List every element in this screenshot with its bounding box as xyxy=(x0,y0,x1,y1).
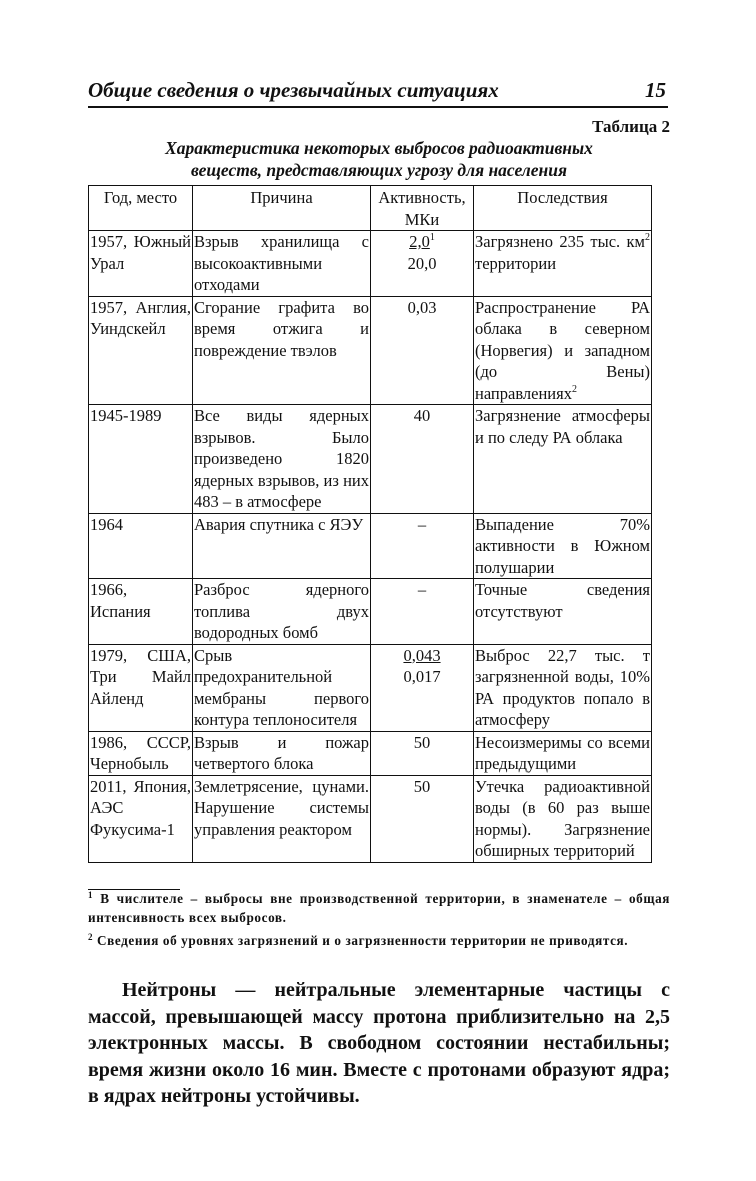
cell-cause: Срыв предохранительной мембраны первого контура теплоносителя xyxy=(194,645,369,729)
table-row xyxy=(89,405,652,514)
activity-denominator: 0,017 xyxy=(403,667,441,686)
activity-denominator: 20,0 xyxy=(407,253,437,273)
cell-consequences xyxy=(474,731,652,775)
running-header-title: Общие сведения о чрезвычайных ситуациях xyxy=(88,78,499,102)
cell-year-place: 1957, Южный Урал xyxy=(89,231,193,297)
consequences-text: Несоизмеримы со всеми предыдущими xyxy=(475,732,650,773)
footnote-text: В числителе – выбросы вне производственной территории, в знаменателе – общая интенсивность всех выбросов. xyxy=(88,891,670,925)
activity-fraction xyxy=(403,645,440,688)
table-row xyxy=(89,231,652,297)
superscript: 2 xyxy=(645,232,650,243)
column-header-consequences: Последствия xyxy=(474,186,652,231)
table-body xyxy=(89,231,652,863)
cell-consequences xyxy=(474,644,652,731)
consequences-text: Точные сведения отсутствуют xyxy=(475,580,650,621)
footnote-mark: 1 xyxy=(88,890,94,900)
cell-cause: Взрыв и пожар четвертого блока xyxy=(194,732,369,773)
table-row xyxy=(89,644,652,731)
cell-consequences xyxy=(474,231,652,297)
cell-year-place: 1966, Испания xyxy=(89,579,193,645)
cell-cause: Авария спутника с ЯЭУ xyxy=(193,513,371,579)
cell-consequences xyxy=(474,405,652,514)
consequences-text: Загрязнено 235 тыс. км xyxy=(475,232,645,251)
cell-year-place: 2011, Япония, АЭС Фукусима-1 xyxy=(89,775,193,862)
consequences-text: Утечка радиоактивной воды (в 60 раз выше нормы). Загрязнение обширных территорий xyxy=(475,776,650,860)
table-row xyxy=(89,296,652,405)
cell-activity: – xyxy=(371,579,474,645)
table-label: Таблица 2 xyxy=(592,117,670,136)
consequences-text: территории xyxy=(475,253,557,273)
footnote-2 xyxy=(88,931,670,950)
cell-year-place: 1979, США, Три Майл Айленд xyxy=(89,644,193,731)
consequences-text: Загрязнение атмосферы и по следу РА облака xyxy=(475,406,650,447)
table-row xyxy=(89,731,652,775)
cell-cause: Землетрясение, цунами. Нарушение системы управления реактором xyxy=(193,775,371,862)
running-header xyxy=(88,76,668,108)
cell-activity: 40 xyxy=(371,405,474,514)
cell-activity: 50 xyxy=(371,731,474,775)
body-paragraph: Нейтроны — нейтральные элементарные частицы с массой, превышающей массу протона приблизительно на 2,5 электронных массы. В свободном состоянии нестабильны; время жизни около 16 мин. Вместе с протонами образуют ядра; в ядрах нейтроны устойчивы. xyxy=(88,979,670,1107)
cell-cause: Все виды ядерных взрывов. Было произведено 1820 ядерных взрывов, из них 483 – в атмосфере xyxy=(194,406,369,511)
footnote-text: Сведения об уровнях загрязнений и о загрязненности территории не приводятся. xyxy=(93,933,629,948)
table-row xyxy=(89,579,652,645)
table-caption xyxy=(88,137,670,181)
cell-activity xyxy=(371,231,474,297)
table-row xyxy=(89,513,652,579)
cell-consequences xyxy=(474,579,652,645)
cell-cause: Разброс ядерного топлива двух водородных бомб xyxy=(194,580,369,642)
cell-year-place: 1964 xyxy=(89,513,193,579)
cell-consequences xyxy=(474,513,652,579)
cell-activity: – xyxy=(371,513,474,579)
consequences-text: Распространение РА облака в северном (Норвегия) и западном (до Вены) направлениях xyxy=(475,297,650,403)
footnote-1 xyxy=(88,889,670,927)
cell-cause: Взрыв хранилища с высокоактивными отходами xyxy=(194,232,369,294)
radioactive-releases-table xyxy=(88,185,652,863)
footnote-mark: 2 xyxy=(88,932,94,942)
cell-activity: 0,03 xyxy=(371,296,474,405)
cell-activity xyxy=(371,644,474,731)
page-number: 15 xyxy=(645,78,666,102)
superscript: 2 xyxy=(571,383,577,395)
cell-consequences xyxy=(474,775,652,862)
cell-year-place: 1986, СССР, Чернобыль xyxy=(90,732,191,773)
table-row xyxy=(89,775,652,862)
cell-year-place: 1945-1989 xyxy=(89,405,193,514)
activity-numerator: 2,0 xyxy=(409,232,430,251)
consequences-text: Выброс 22,7 тыс. т загрязненной воды, 10% РА продуктов попало в атмосферу xyxy=(475,645,650,729)
table-caption-line: веществ, представляющих угрозу для населения xyxy=(190,160,568,180)
cell-activity: 50 xyxy=(371,775,474,862)
cell-year-place: 1957, Англия, Уиндскейл xyxy=(89,296,193,405)
activity-numerator: 0,043 xyxy=(403,645,441,665)
cell-cause: Сгорание графита во время отжига и повреждение твэлов xyxy=(193,296,371,405)
footnote-ref: 1 xyxy=(429,232,435,243)
table-header-row xyxy=(89,186,652,231)
table-caption-line: Характеристика некоторых выбросов радиоактивных xyxy=(165,138,593,158)
column-header-cause: Причина xyxy=(193,186,371,231)
consequences-text: Выпадение 70% активности в Южном полушарии xyxy=(475,514,650,577)
cell-consequences xyxy=(474,296,652,405)
column-header-activity: Активность, МКи xyxy=(371,186,474,231)
activity-fraction xyxy=(408,231,437,274)
column-header-year-place: Год, место xyxy=(89,186,193,231)
